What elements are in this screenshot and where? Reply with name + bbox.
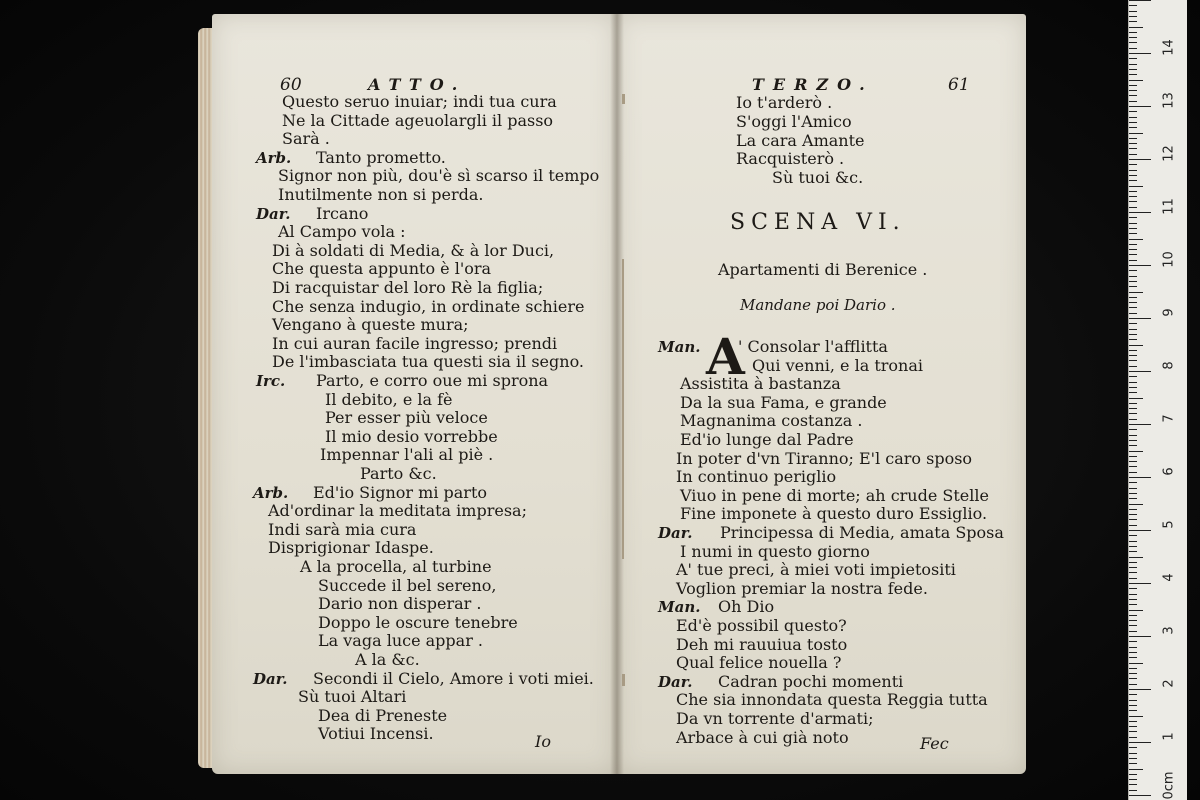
ruler-tick <box>1129 541 1137 542</box>
ruler-tick <box>1129 69 1137 70</box>
verse-line: Che senza indugio, in ordinate schiere <box>272 296 585 316</box>
verse-line: Io t'arderò . <box>736 93 833 112</box>
ruler-tick <box>1129 567 1137 568</box>
verse-line: Deh mi rauuiua tosto <box>676 634 848 654</box>
ruler-tick <box>1129 535 1137 536</box>
ruler-tick <box>1129 223 1137 224</box>
ruler-tick <box>1129 254 1137 255</box>
verse-line: Dario non disperar . <box>318 594 482 614</box>
ruler-tick <box>1129 313 1137 314</box>
verse-line: A' tue preci, à miei voti impietositi <box>676 560 956 580</box>
ruler-tick <box>1129 239 1143 240</box>
scene-heading: SCENA VI. <box>730 210 906 235</box>
ruler-tick <box>1129 758 1137 759</box>
ruler-tick <box>1129 472 1137 473</box>
ruler-tick <box>1129 429 1137 430</box>
ruler-tick <box>1129 795 1151 796</box>
verse-line: Ed'è possibil questo? <box>676 616 847 635</box>
ruler-tick <box>1129 244 1137 245</box>
ruler-tick <box>1129 747 1137 748</box>
ruler-number: 8 <box>1161 361 1177 370</box>
ruler-tick <box>1129 716 1143 717</box>
ruler-tick <box>1129 424 1151 425</box>
ruler-tick <box>1129 106 1151 107</box>
speaker-label: Irc. <box>256 372 286 390</box>
verse-line: Sarà . <box>282 129 330 149</box>
ruler-tick <box>1129 779 1137 780</box>
ruler-tick <box>1129 678 1137 679</box>
ruler-number: 10 <box>1161 251 1177 268</box>
ruler-tick <box>1129 440 1137 441</box>
ruler-tick <box>1129 281 1137 282</box>
verse-line: Ed'io lunge dal Padre <box>680 430 854 449</box>
ruler-tick <box>1129 625 1137 626</box>
ruler-tick <box>1129 80 1143 81</box>
verse-line: Viuo in pene di morte; ah crude Stelle <box>680 485 989 505</box>
ruler-tick <box>1129 413 1137 414</box>
ruler-tick <box>1129 387 1137 388</box>
ruler-tick <box>1129 265 1151 266</box>
ruler-tick <box>1129 117 1137 118</box>
ruler-tick <box>1129 286 1137 287</box>
verse-line: Di à soldati di Media, & à lor Duci, <box>272 240 555 260</box>
ruler-tick <box>1129 127 1137 128</box>
verse-line: In cui auran facile ingresso; prendi <box>272 333 558 353</box>
ruler-tick <box>1129 514 1137 515</box>
ruler-tick <box>1129 201 1137 202</box>
ruler-tick <box>1129 376 1137 377</box>
verse-line: Signor non più, dou'è sì scarso il tempo <box>278 166 600 186</box>
verse-line: Disprigionar Idaspe. <box>268 538 434 558</box>
ruler-number: 5 <box>1161 520 1177 529</box>
speaker-label: Dar. <box>658 524 693 542</box>
ruler-tick <box>1129 217 1137 218</box>
ruler-tick <box>1129 21 1137 22</box>
ruler-tick <box>1129 562 1137 563</box>
ruler-tick <box>1129 673 1137 674</box>
ruler-tick <box>1129 482 1137 483</box>
verse-line: Qui venni, e la tronai <box>752 355 923 375</box>
ruler-tick <box>1129 647 1137 648</box>
left-running-head: ATTO. <box>368 75 467 94</box>
ruler-tick <box>1129 191 1137 192</box>
verse-line: S'oggi l'Amico <box>736 111 852 131</box>
ruler-tick <box>1129 763 1137 764</box>
verse-line: Tanto prometto. <box>316 147 446 167</box>
ruler-tick <box>1129 371 1151 372</box>
ruler-tick <box>1129 594 1137 595</box>
right-running-head: TERZO. <box>752 75 874 94</box>
verse-line: I numi in questo giorno <box>680 541 870 561</box>
ruler-number: 4 <box>1161 573 1177 582</box>
verse-line: Impennar l'ali al piè . <box>320 445 494 465</box>
verse-line: A la &c. <box>355 650 420 669</box>
verse-line: Per esser più veloce <box>325 408 488 428</box>
ruler-tick <box>1129 350 1137 351</box>
ruler-tick <box>1129 652 1137 653</box>
ruler-tick <box>1129 641 1137 642</box>
verse-line: Il debito, e la fè <box>325 389 453 409</box>
ruler-tick <box>1129 122 1137 123</box>
ruler-tick <box>1129 249 1137 250</box>
ruler-tick <box>1129 207 1137 208</box>
ruler-tick <box>1129 435 1137 436</box>
ruler-tick <box>1129 323 1137 324</box>
verse-line: Da la sua Fama, e grande <box>680 392 887 412</box>
verse-line: Principessa di Media, amata Sposa <box>720 523 1004 542</box>
ruler-tick <box>1129 403 1137 404</box>
verse-line: Dea di Preneste <box>318 705 448 725</box>
ruler-tick <box>1129 175 1137 176</box>
ruler-tick <box>1129 11 1137 12</box>
ruler-tick <box>1129 48 1137 49</box>
verse-line: Secondi il Cielo, Amore i voti miei. <box>313 668 594 688</box>
verse-line: Ircano <box>316 203 369 223</box>
verse-line: Sù tuoi Altari <box>298 687 407 707</box>
speaker-label: Arb. <box>256 148 292 167</box>
ruler-number: 9 <box>1161 308 1177 317</box>
ruler-tick <box>1129 212 1151 213</box>
ruler-tick <box>1129 493 1137 494</box>
ruler-tick <box>1129 578 1137 579</box>
verse-line: Sù tuoi &c. <box>772 168 864 188</box>
ruler-tick <box>1129 557 1143 558</box>
ruler-tick <box>1129 270 1137 271</box>
verse-line: Che questa appunto è l'ora <box>272 259 492 279</box>
binding-thread <box>622 259 624 559</box>
ruler-tick <box>1129 620 1137 621</box>
verse-line: Che sia innondata questa Reggia tutta <box>676 690 988 710</box>
ruler-tick <box>1129 610 1143 611</box>
verse-line: Magnanima costanza . <box>680 411 863 431</box>
ruler-number: 14 <box>1161 39 1177 56</box>
ruler-tick <box>1129 477 1151 478</box>
left-catchword: Io <box>535 732 551 751</box>
ruler-tick <box>1129 329 1137 330</box>
ruler-number: 6 <box>1161 467 1177 476</box>
verse-line: Di racquistar del loro Rè la figlia; <box>272 278 544 297</box>
ruler-tick <box>1129 583 1151 584</box>
ruler-tick <box>1129 382 1137 383</box>
ruler-tick <box>1129 0 1151 1</box>
ruler-tick <box>1129 95 1137 96</box>
ruler-tick <box>1129 790 1137 791</box>
ruler-tick <box>1129 58 1137 59</box>
verse-line: Assistita à bastanza <box>680 374 841 394</box>
binding-stitch <box>622 674 625 686</box>
ruler-tick <box>1129 334 1137 335</box>
verse-line: Ne la Cittade ageuolargli il passo <box>282 110 554 130</box>
ruler-tick <box>1129 355 1137 356</box>
ruler-number: 2 <box>1161 679 1177 688</box>
ruler-tick <box>1129 657 1137 658</box>
verse-line: Fine imponete à questo duro Essiglio. <box>680 504 988 524</box>
ruler-tick <box>1129 170 1137 171</box>
ruler-tick <box>1129 339 1137 340</box>
verse-line: Parto &c. <box>360 464 437 483</box>
ruler-tick <box>1129 753 1137 754</box>
ruler-tick <box>1129 445 1137 446</box>
verse-line: Al Campo vola : <box>278 222 406 242</box>
ruler-tick <box>1129 16 1137 17</box>
ruler-tick <box>1129 546 1137 547</box>
speaker-label: Dar. <box>256 204 291 223</box>
verse-line: Succede il bel sereno, <box>318 575 497 595</box>
verse-line: ' Consolar l'afflitta <box>738 337 888 356</box>
ruler-tick <box>1129 519 1137 520</box>
left-page-number: 60 <box>280 75 302 95</box>
speaker-label: Man. <box>658 338 701 356</box>
ruler-tick <box>1129 292 1143 293</box>
ruler-tick <box>1129 302 1137 303</box>
ruler-tick <box>1129 419 1137 420</box>
verse-line: Da vn torrente d'armati; <box>676 709 874 728</box>
ruler-tick <box>1129 143 1137 144</box>
ruler-tick <box>1129 604 1137 605</box>
ruler-tick <box>1129 186 1143 187</box>
ruler-tick <box>1129 599 1137 600</box>
ruler-tick <box>1129 488 1137 489</box>
ruler-number: 3 <box>1161 626 1177 635</box>
verse-line: Inutilmente non si perda. <box>278 185 484 204</box>
ruler-tick <box>1129 85 1137 86</box>
ruler-tick <box>1129 366 1137 367</box>
ruler-tick <box>1129 700 1137 701</box>
verse-line: In poter d'vn Tiranno; E'l caro sposo <box>676 448 973 468</box>
speaker-label: Dar. <box>253 669 288 688</box>
verse-line: La cara Amante <box>736 130 865 150</box>
ruler-tick <box>1129 27 1143 28</box>
speaker-label: Man. <box>658 598 701 617</box>
ruler-number: 0cm <box>1161 771 1177 800</box>
ruler-tick <box>1129 148 1137 149</box>
ruler-tick <box>1129 742 1151 743</box>
verse-line: Questo seruo inuiar; indi tua cura <box>282 92 557 111</box>
ruler-tick <box>1129 42 1137 43</box>
ruler-tick <box>1129 32 1137 33</box>
ruler-tick <box>1129 408 1137 409</box>
verse-line: Voglion premiar la nostra fede. <box>676 578 928 598</box>
ruler-tick <box>1129 74 1137 75</box>
ruler-tick <box>1129 307 1137 308</box>
verse-line: Il mio desio vorrebbe <box>325 426 498 446</box>
ruler-tick <box>1129 710 1137 711</box>
verse-line: Vengano à queste mura; <box>272 315 469 335</box>
verse-line: Cadran pochi momenti <box>718 671 904 691</box>
ruler-tick <box>1129 684 1137 685</box>
ruler-tick <box>1129 530 1151 531</box>
verse-line: Votiui Incensi. <box>318 724 434 744</box>
ruler-number: 1 <box>1161 732 1177 741</box>
verse-line: Qual felice nouella ? <box>676 653 842 673</box>
verse-line: Parto, e corro oue mi sprona <box>316 371 549 390</box>
ruler-tick <box>1129 138 1137 139</box>
verse-line: Oh Dio <box>718 597 775 617</box>
ruler-tick <box>1129 392 1137 393</box>
ruler-tick <box>1129 111 1137 112</box>
ruler-tick <box>1129 721 1137 722</box>
ruler-tick <box>1129 360 1137 361</box>
ruler-tick <box>1129 498 1137 499</box>
ruler-tick <box>1129 228 1137 229</box>
ruler-tick <box>1129 737 1137 738</box>
ruler-tick <box>1129 456 1137 457</box>
ruler-tick <box>1129 774 1137 775</box>
ruler-tick <box>1129 663 1143 664</box>
ruler-tick <box>1129 5 1137 6</box>
measuring-ruler <box>1128 0 1187 800</box>
verse-line: Arbace à cui già noto <box>676 727 849 747</box>
verse-line: Indi sarà mia cura <box>268 519 417 539</box>
scene-characters: Mandane poi Dario . <box>740 296 896 314</box>
ruler-tick <box>1129 53 1151 54</box>
ruler-tick <box>1129 588 1137 589</box>
ruler-tick <box>1129 260 1137 261</box>
verse-line: A la procella, al turbine <box>300 557 492 576</box>
ruler-tick <box>1129 297 1137 298</box>
ruler-tick <box>1129 451 1143 452</box>
ruler-tick <box>1129 504 1143 505</box>
ruler-tick <box>1129 631 1137 632</box>
verse-line: Racquisterò . <box>736 149 845 169</box>
verse-line: In continuo periglio <box>676 467 837 487</box>
ruler-tick <box>1129 525 1137 526</box>
ruler-tick <box>1129 318 1151 319</box>
ruler-tick <box>1129 90 1137 91</box>
ruler-tick <box>1129 466 1137 467</box>
speaker-label: Dar. <box>658 672 693 691</box>
ruler-tick <box>1129 731 1137 732</box>
ruler-tick <box>1129 705 1137 706</box>
verse-line: Doppo le oscure tenebre <box>318 612 518 632</box>
ruler-tick <box>1129 461 1137 462</box>
ruler-tick <box>1129 769 1143 770</box>
ruler-tick <box>1129 276 1137 277</box>
ruler-tick <box>1129 133 1143 134</box>
right-catchword: Fec <box>920 734 949 753</box>
ruler-tick <box>1129 164 1137 165</box>
ruler-tick <box>1129 636 1151 637</box>
ruler-tick <box>1129 689 1151 690</box>
ruler-tick <box>1129 37 1137 38</box>
right-page-number: 61 <box>948 75 970 95</box>
ruler-tick <box>1129 159 1151 160</box>
speaker-label: Arb. <box>253 483 289 502</box>
ruler-tick <box>1129 180 1137 181</box>
ruler-tick <box>1129 233 1137 234</box>
ruler-tick <box>1129 154 1137 155</box>
ruler-tick <box>1129 509 1137 510</box>
ruler-tick <box>1129 196 1137 197</box>
verse-line: Ed'io Signor mi parto <box>313 482 488 502</box>
ruler-tick <box>1129 101 1137 102</box>
drop-cap: A <box>706 327 745 386</box>
scene-place: Apartamenti di Berenice . <box>718 260 928 279</box>
ruler-tick <box>1129 345 1143 346</box>
ruler-number: 7 <box>1161 414 1177 423</box>
ruler-number: 13 <box>1161 92 1177 109</box>
ruler-tick <box>1129 572 1137 573</box>
ruler-tick <box>1129 398 1143 399</box>
ruler-number: 11 <box>1161 198 1177 215</box>
verse-line: De l'imbasciata tua questi sia il segno. <box>272 352 585 372</box>
ruler-tick <box>1129 551 1137 552</box>
ruler-tick <box>1129 64 1137 65</box>
verse-line: La vaga luce appar . <box>318 631 484 651</box>
ruler-number: 12 <box>1161 145 1177 162</box>
ruler-tick <box>1129 615 1137 616</box>
binding-stitch <box>622 94 625 104</box>
ruler-tick <box>1129 784 1137 785</box>
ruler-tick <box>1129 694 1137 695</box>
ruler-tick <box>1129 726 1137 727</box>
verse-line: Ad'ordinar la meditata impresa; <box>268 501 527 521</box>
ruler-tick <box>1129 668 1137 669</box>
